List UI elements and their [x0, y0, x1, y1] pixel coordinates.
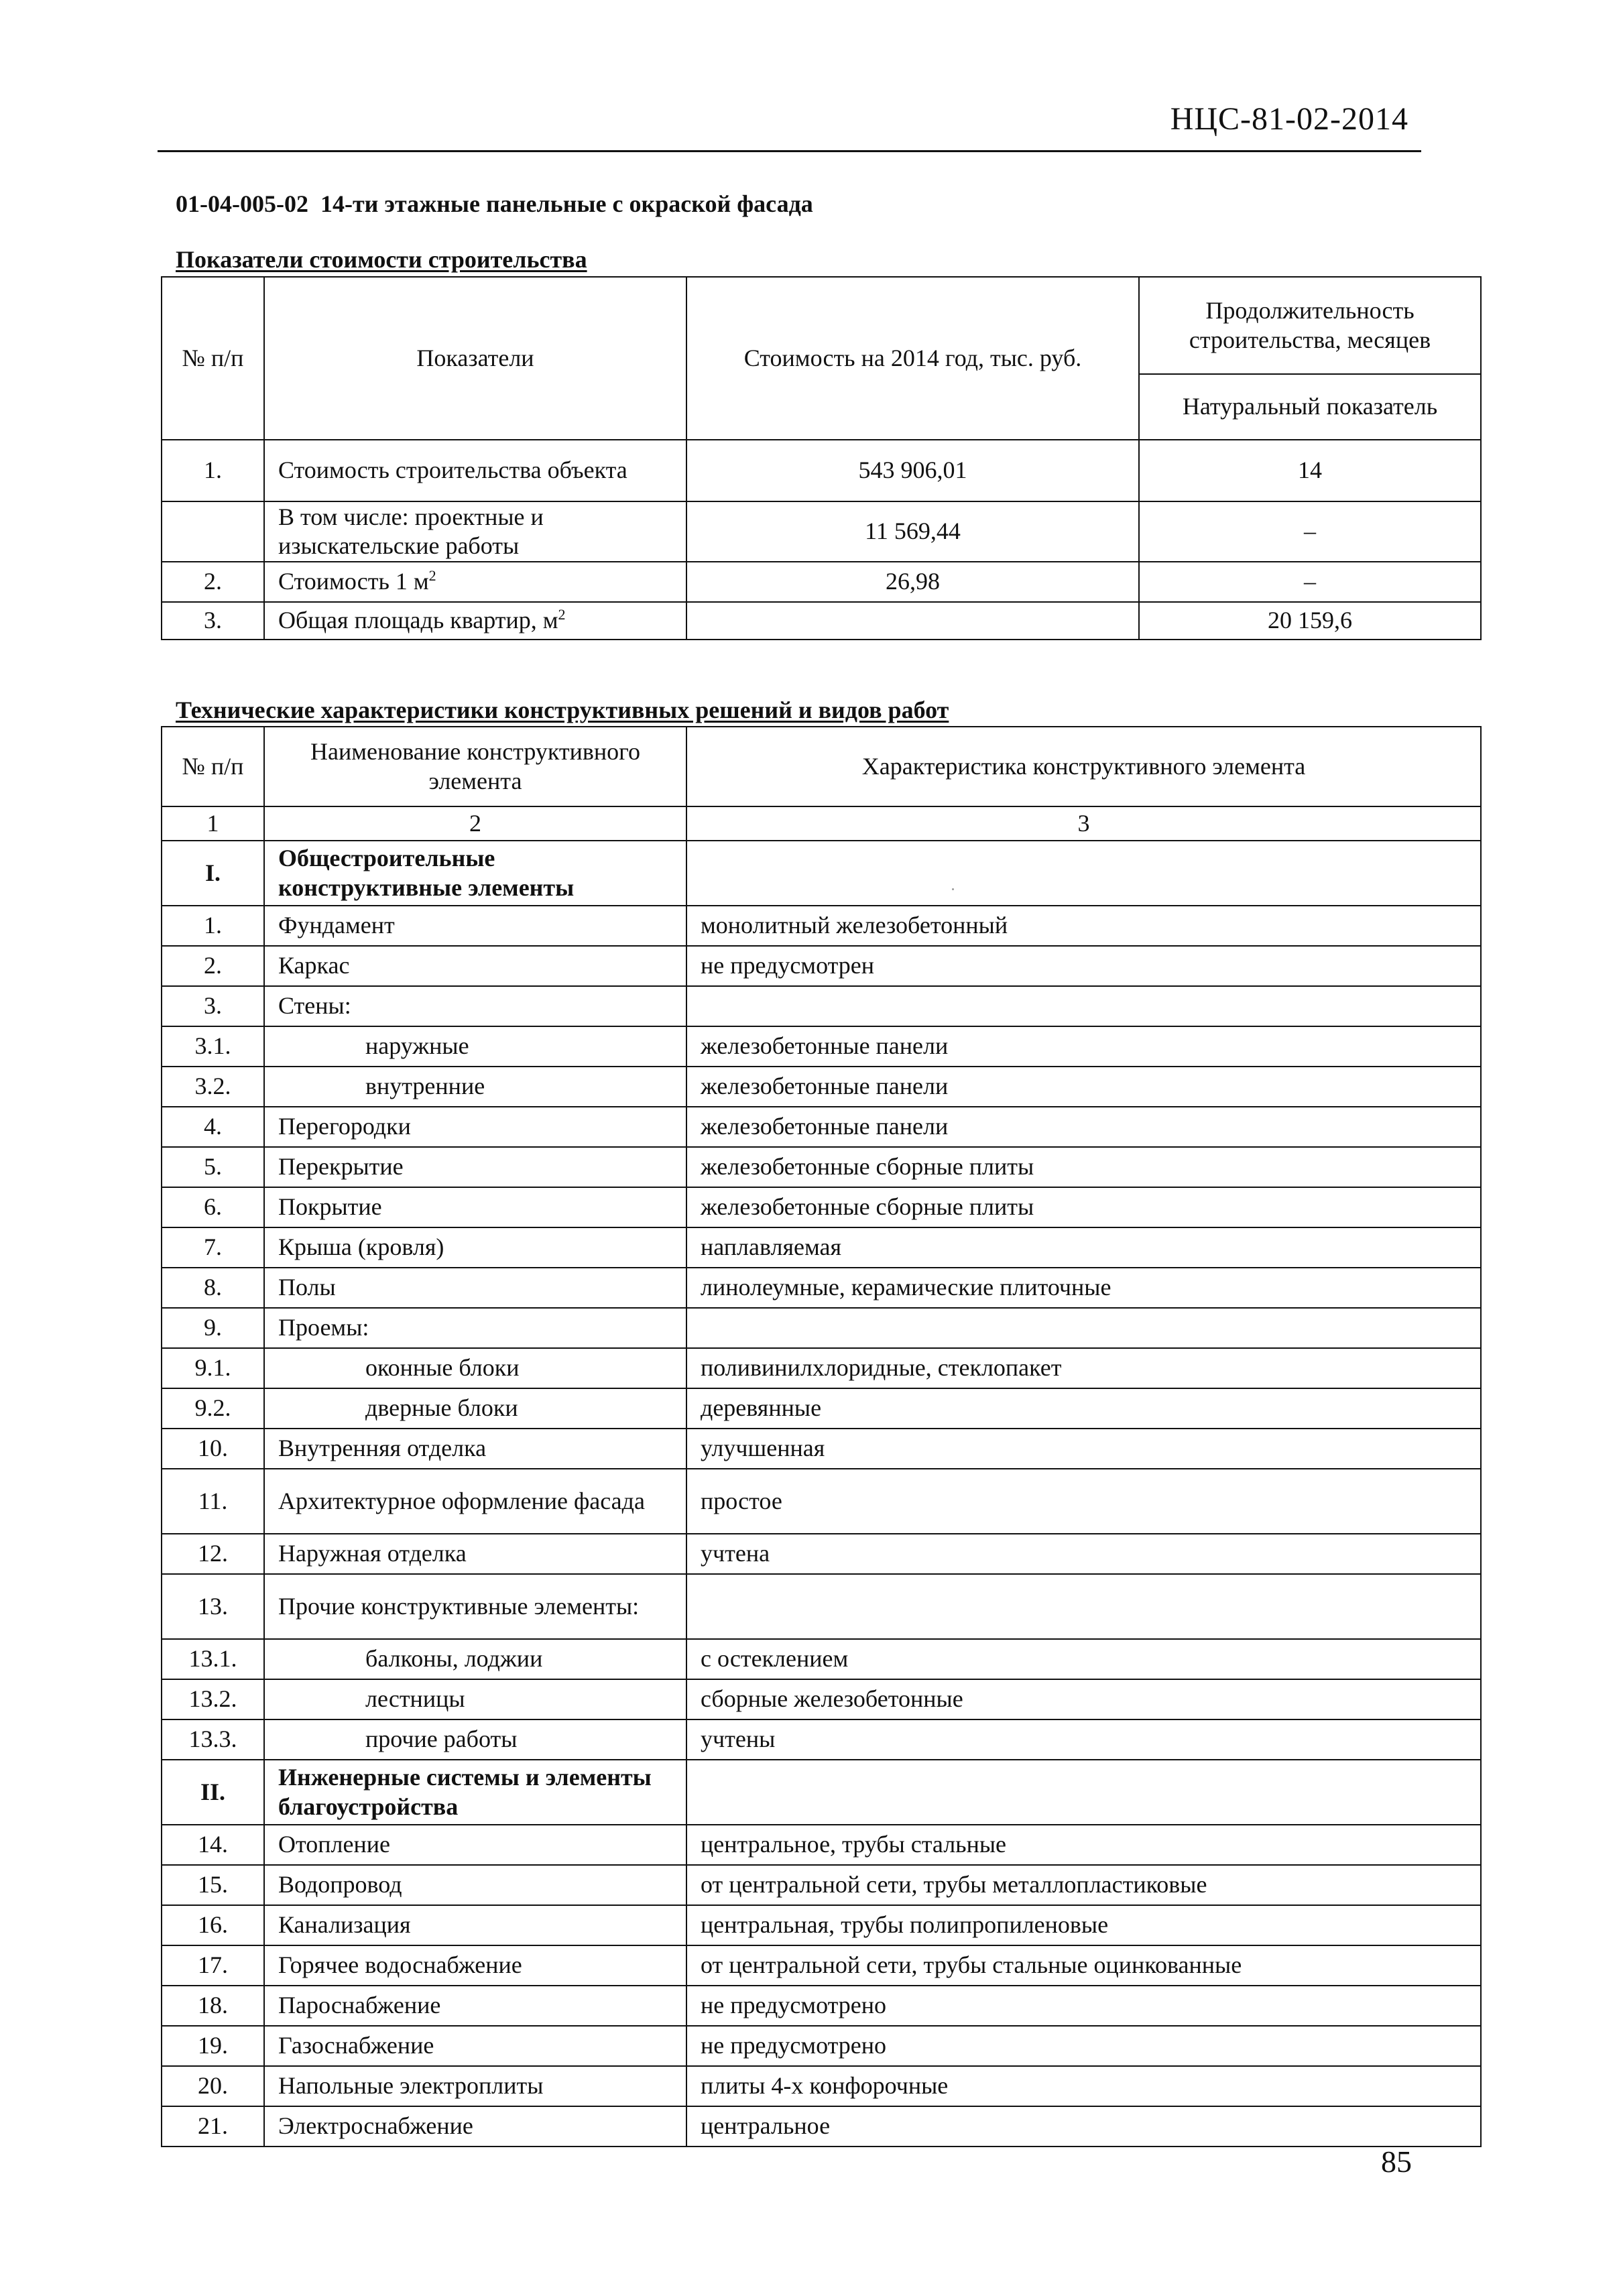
element-characteristic: от центральной сети, трубы стальные оцинкованные [686, 1945, 1481, 1986]
table-row [162, 1429, 1481, 1469]
header-duration: Продолжительность строительства, месяцев [1139, 277, 1481, 374]
table-row [162, 1679, 1481, 1719]
row-number: 13.1. [162, 1639, 264, 1679]
section-title [176, 190, 813, 218]
row-number: 11. [162, 1469, 264, 1534]
element-name: Перекрытие [264, 1147, 686, 1187]
table-row [162, 562, 1481, 602]
duration-value: – [1139, 562, 1481, 602]
indicator-cell [264, 562, 686, 602]
element-characteristic: железобетонные панели [686, 1026, 1481, 1067]
row-number: 13. [162, 1574, 264, 1639]
scan-speck [952, 888, 954, 890]
header-cost: Стоимость на 2014 год, тыс. руб. [686, 277, 1139, 440]
element-characteristic [686, 986, 1481, 1026]
document-code: НЦС-81-02-2014 [1170, 101, 1408, 137]
indicator-text: Общая площадь квартир, м [278, 607, 558, 634]
column-number: 3 [686, 806, 1481, 841]
tech-table-caption: Технические характеристики конструктивных решений и видов работ [176, 697, 949, 723]
element-characteristic: центральное [686, 2106, 1481, 2147]
row-number: 12. [162, 1534, 264, 1574]
row-number: 13.3. [162, 1719, 264, 1760]
element-characteristic: железобетонные панели [686, 1067, 1481, 1107]
column-number: 2 [264, 806, 686, 841]
row-number: 8. [162, 1268, 264, 1308]
cost-value: 26,98 [686, 562, 1139, 602]
table-row [162, 1534, 1481, 1574]
element-name: Прочие конструктивные элементы: [264, 1574, 686, 1639]
element-name: Фундамент [264, 906, 686, 946]
table-row [162, 1574, 1481, 1639]
element-name: Проемы: [264, 1308, 686, 1348]
superscript: 2 [558, 606, 566, 623]
element-characteristic: с остеклением [686, 1639, 1481, 1679]
table-row [162, 906, 1481, 946]
element-characteristic: учтены [686, 1719, 1481, 1760]
section-code: 01-04-005-02 [176, 190, 308, 217]
row-number: 15. [162, 1865, 264, 1905]
row-number: I. [162, 841, 264, 906]
indicator-text: Стоимость 1 м [278, 568, 429, 595]
element-name: дверные блоки [264, 1388, 686, 1429]
table-row [162, 1469, 1481, 1534]
element-characteristic: учтена [686, 1534, 1481, 1574]
element-characteristic: улучшенная [686, 1429, 1481, 1469]
element-characteristic: центральная, трубы полипропиленовые [686, 1905, 1481, 1945]
row-number: 1. [162, 906, 264, 946]
row-number: 5. [162, 1147, 264, 1187]
element-characteristic: деревянные [686, 1388, 1481, 1429]
table-row [162, 2026, 1481, 2066]
indicator-cell [264, 440, 686, 501]
header-num: № п/п [162, 277, 264, 440]
element-characteristic [686, 841, 1481, 906]
table-row [162, 1268, 1481, 1308]
section-row [162, 1760, 1481, 1825]
element-characteristic: простое [686, 1469, 1481, 1534]
header-rule [158, 150, 1421, 152]
element-name: Каркас [264, 946, 686, 986]
row-number: 3. [162, 986, 264, 1026]
page-number: 85 [1381, 2144, 1412, 2179]
row-number: 9. [162, 1308, 264, 1348]
element-characteristic: сборные железобетонные [686, 1679, 1481, 1719]
table-row [162, 1639, 1481, 1679]
row-number: 16. [162, 1905, 264, 1945]
table-row [162, 1825, 1481, 1865]
cost-value: 543 906,01 [686, 440, 1139, 501]
element-name: Внутренняя отделка [264, 1429, 686, 1469]
element-characteristic: железобетонные сборные плиты [686, 1147, 1481, 1187]
table-row [162, 986, 1481, 1026]
indicator-cell [264, 602, 686, 640]
element-characteristic: линолеумные, керамические плиточные [686, 1268, 1481, 1308]
element-characteristic: не предусмотрено [686, 2026, 1481, 2066]
row-number: 7. [162, 1227, 264, 1268]
row-number: 19. [162, 2026, 264, 2066]
table-row [162, 602, 1481, 640]
element-name: Наружная отделка [264, 1534, 686, 1574]
element-name: Инженерные системы и элементы благоустройства [264, 1760, 686, 1825]
element-name: прочие работы [264, 1719, 686, 1760]
cost-value: 11 569,44 [686, 501, 1139, 562]
element-name: Электроснабжение [264, 2106, 686, 2147]
element-characteristic [686, 1760, 1481, 1825]
row-number: 6. [162, 1187, 264, 1227]
table-row [162, 1945, 1481, 1986]
element-characteristic: центральное, трубы стальные [686, 1825, 1481, 1865]
table-row [162, 946, 1481, 986]
element-name: Покрытие [264, 1187, 686, 1227]
element-characteristic: железобетонные панели [686, 1107, 1481, 1147]
element-characteristic: не предусмотрен [686, 946, 1481, 986]
row-number: 9.1. [162, 1348, 264, 1388]
element-name: Горячее водоснабжение [264, 1945, 686, 1986]
table-row [162, 1147, 1481, 1187]
element-name: наружные [264, 1026, 686, 1067]
row-number: 21. [162, 2106, 264, 2147]
table-row [162, 1067, 1481, 1107]
row-number: 3.1. [162, 1026, 264, 1067]
element-name: лестницы [264, 1679, 686, 1719]
tech-table [161, 726, 1482, 2147]
duration-value: 14 [1139, 440, 1481, 501]
element-characteristic: железобетонные сборные плиты [686, 1187, 1481, 1227]
header-natural: Натуральный показатель [1139, 374, 1481, 440]
row-number: 3.2. [162, 1067, 264, 1107]
table-row [162, 1227, 1481, 1268]
indicator-text: Стоимость строительства объекта [278, 457, 627, 484]
column-number: 1 [162, 806, 264, 841]
table-row [162, 440, 1481, 501]
element-characteristic: наплавляемая [686, 1227, 1481, 1268]
header-element-name: Наименование конструктивного элемента [264, 727, 686, 806]
table-row [162, 501, 1481, 562]
row-number: 3. [162, 602, 264, 640]
cost-table-caption: Показатели стоимости строительства [176, 246, 587, 273]
element-name: балконы, лоджии [264, 1639, 686, 1679]
table-row [162, 1308, 1481, 1348]
table-row [162, 1107, 1481, 1147]
table-row [162, 1187, 1481, 1227]
row-number: 20. [162, 2066, 264, 2106]
element-characteristic: не предусмотрено [686, 1986, 1481, 2026]
table-row [162, 1026, 1481, 1067]
element-characteristic: поливинилхлоридные, стеклопакет [686, 1348, 1481, 1388]
table-row [162, 1719, 1481, 1760]
header-indicator: Показатели [264, 277, 686, 440]
row-number: II. [162, 1760, 264, 1825]
row-number: 2. [162, 946, 264, 986]
cost-table [161, 276, 1482, 640]
cost-value [686, 602, 1139, 640]
table-row [162, 1348, 1481, 1388]
row-number: 13.2. [162, 1679, 264, 1719]
element-name: Напольные электроплиты [264, 2066, 686, 2106]
indicator-text: В том числе: проектные и изыскательские работы [278, 503, 544, 559]
element-name: Стены: [264, 986, 686, 1026]
superscript: 2 [428, 567, 436, 585]
element-characteristic [686, 1574, 1481, 1639]
element-name: Крыша (кровля) [264, 1227, 686, 1268]
table-row [162, 2066, 1481, 2106]
row-number: 9.2. [162, 1388, 264, 1429]
element-name: Канализация [264, 1905, 686, 1945]
row-number: 4. [162, 1107, 264, 1147]
element-name: Отопление [264, 1825, 686, 1865]
header-element-characteristic: Характеристика конструктивного элемента [686, 727, 1481, 806]
element-name: Водопровод [264, 1865, 686, 1905]
element-name: Архитектурное оформление фасада [264, 1469, 686, 1534]
duration-value: 20 159,6 [1139, 602, 1481, 640]
table-row [162, 1905, 1481, 1945]
table-row [162, 2106, 1481, 2147]
element-name: Перегородки [264, 1107, 686, 1147]
element-name: внутренние [264, 1067, 686, 1107]
row-number: 1. [162, 440, 264, 501]
indicator-cell [264, 501, 686, 562]
duration-value: – [1139, 501, 1481, 562]
table-row [162, 1865, 1481, 1905]
element-name: Общестроительные конструктивные элементы [264, 841, 686, 906]
row-number: 18. [162, 1986, 264, 2026]
table-row [162, 1388, 1481, 1429]
section-name: 14-ти этажные панельные с окраской фасада [320, 190, 813, 217]
row-number: 14. [162, 1825, 264, 1865]
element-characteristic: плиты 4-х конфорочные [686, 2066, 1481, 2106]
element-characteristic: от центральной сети, трубы металлопластиковые [686, 1865, 1481, 1905]
element-name: Полы [264, 1268, 686, 1308]
row-number [162, 501, 264, 562]
element-characteristic [686, 1308, 1481, 1348]
element-characteristic: монолитный железобетонный [686, 906, 1481, 946]
row-number: 2. [162, 562, 264, 602]
element-name: Пароснабжение [264, 1986, 686, 2026]
table-row [162, 1986, 1481, 2026]
row-number: 17. [162, 1945, 264, 1986]
header-num: № п/п [162, 727, 264, 806]
element-name: оконные блоки [264, 1348, 686, 1388]
row-number: 10. [162, 1429, 264, 1469]
element-name: Газоснабжение [264, 2026, 686, 2066]
section-row [162, 841, 1481, 906]
